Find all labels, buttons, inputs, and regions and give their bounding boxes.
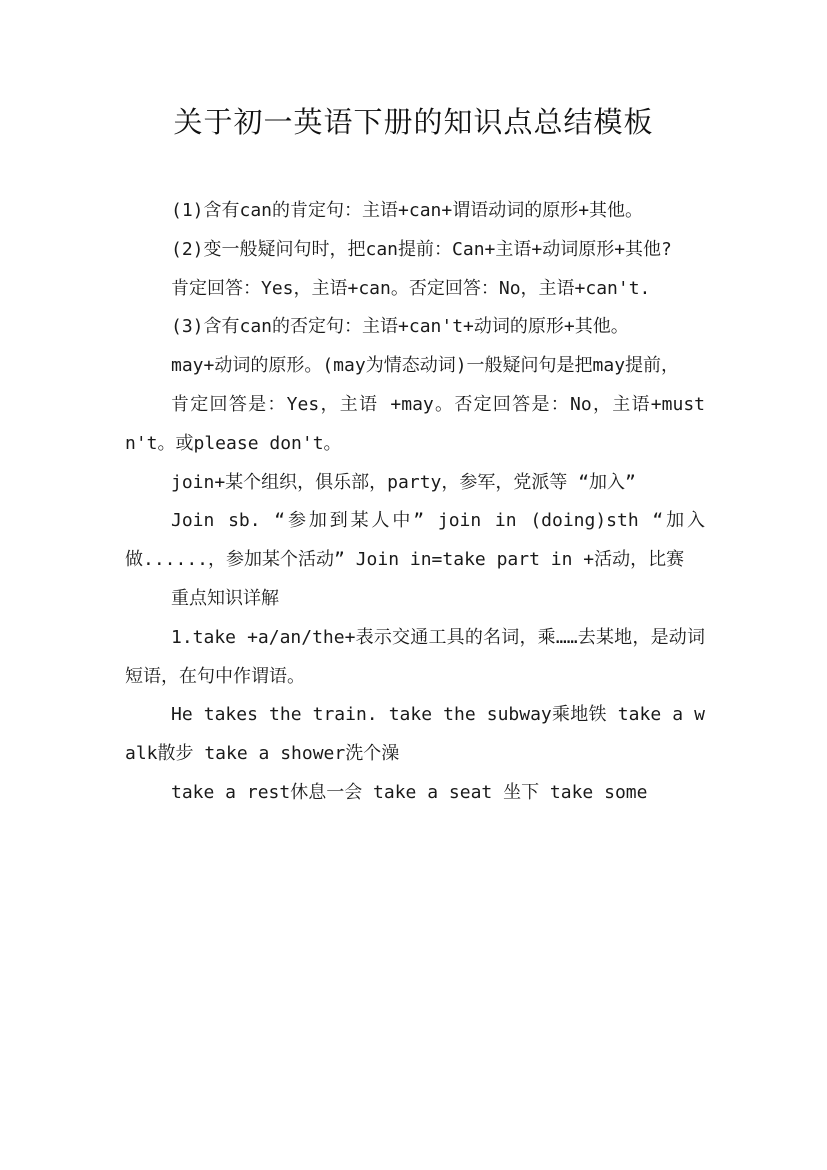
paragraph-take-examples: He takes the train. take the subway乘地铁 take a walk散步 take a shower洗个澡: [125, 704, 705, 765]
paragraph-take-transport: 1.take +a/an/the+表示交通工具的名词，乘……去某地，是动词短语，在句中作谓语。: [125, 626, 705, 687]
paragraph-can-answers: 肯定回答：Yes，主语+can。否定回答：No，主语+can't.: [171, 277, 651, 299]
section-heading: 重点知识详解: [171, 587, 279, 609]
paragraph-may: may+动词的原形。(may为情态动词)一般疑问句是把may提前，: [171, 355, 680, 377]
document-title: 关于初一英语下册的知识点总结模板: [173, 105, 654, 139]
paragraph-take-more-examples: take a rest休息一会 take a seat 坐下 take some: [171, 781, 648, 803]
paragraph-can-question: (2)变一般疑问句时，把can提前：Can+主语+动词原形+其他?: [171, 238, 672, 260]
paragraph-join: join+某个组织，俱乐部，party，参军，党派等 “加入”: [171, 471, 636, 493]
paragraph-can-negative: (3)含有can的否定句：主语+can't+动词的原形+其他。: [171, 316, 629, 338]
paragraph-can-affirmative: (1)含有can的肯定句：主语+can+谓语动词的原形+其他。: [171, 200, 644, 221]
paragraph-join-in: Join sb. “参加到某人中” join in (doing)sth “加入做......，参加某个活动” Join in=take part in +活动，比赛: [125, 510, 705, 571]
document-body: [125, 192, 705, 813]
paragraph-may-answers: 肯定回答是：Yes，主语 +may。否定回答是：No，主语+mustn't。或please don't。: [125, 393, 705, 454]
